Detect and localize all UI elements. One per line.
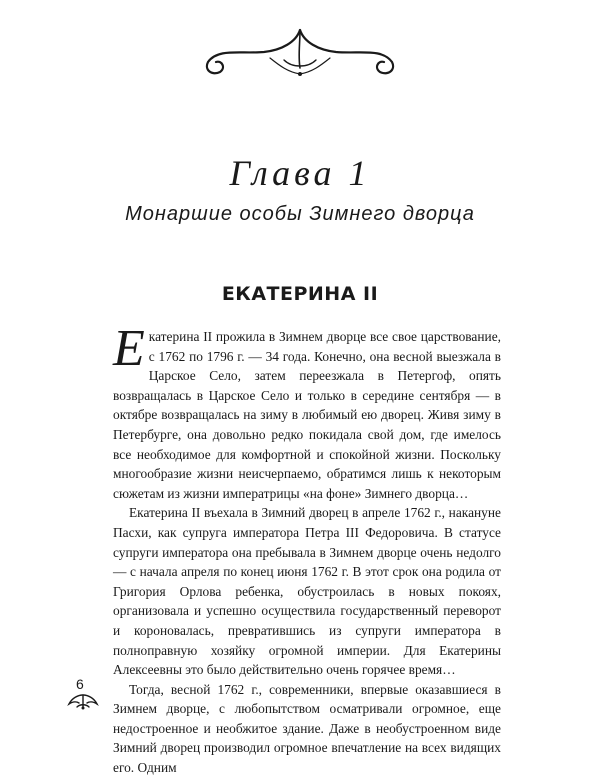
paragraph-1-text: катерина II прожила в Зимнем дворце все свое царствование, с 1762 по 1796 г. — 34 года. Конечно, она весной выезжала в Царское Село, затем переезжала в Петергоф, опять возвращалась в Царское Село и только в середине сентября — в октябре возвращалась на зиму в любимый ею дворец. Живя зиму в Петербурге, она довольно редко покидала свой дом, где имелось все необходимое для комфортной и спокойной жизни. Поскольку многообразие жизни неисчерпаемо, обратимся лишь к некоторым сюжетам из жизни императрицы «на фоне» Зимнего дворца…: [113, 329, 501, 501]
page-number: 6: [76, 676, 84, 692]
paragraph-3: Тогда, весной 1762 г., современники, впервые оказавшиеся в Зимнем дворце, с любопытством осматривали огромное, еще недостроенное и необжитое здание. Даже в необустроенном виде Зимний дворец производил огромное впечатление на всех видящих его. Одним: [113, 681, 501, 776]
paragraph-2: Екатерина II въехала в Зимний дворец в апреле 1762 г., накануне Пасхи, как супруга императора Петра III Федоровича. В статусе супруги императора она пребывала в Зимнем дворце очень недолго — с начала апреля по конец июня 1762 г. В этот срок она родила от Григория Орлова ребенка, обустроилась в новых покоях, организовала и успешно осуществила государственный переворот и короновалась, превратившись из супруги императора в полноправную хозяйку огромной империи. Для Екатерины Алексеевны это было действительно очень горячее время…: [113, 505, 501, 678]
page-number-ornament-icon: [66, 692, 100, 710]
paragraph-1: [113, 320, 501, 503]
body-text: [113, 320, 501, 778]
chapter-title: Глава 1: [229, 153, 371, 193]
section-heading: ЕКАТЕРИНА II: [221, 283, 379, 305]
chapter-subtitle: Монаршие особы Зимнего дворца: [125, 203, 475, 225]
top-flourish-ornament: [200, 22, 400, 82]
drop-cap: Е: [113, 320, 145, 377]
